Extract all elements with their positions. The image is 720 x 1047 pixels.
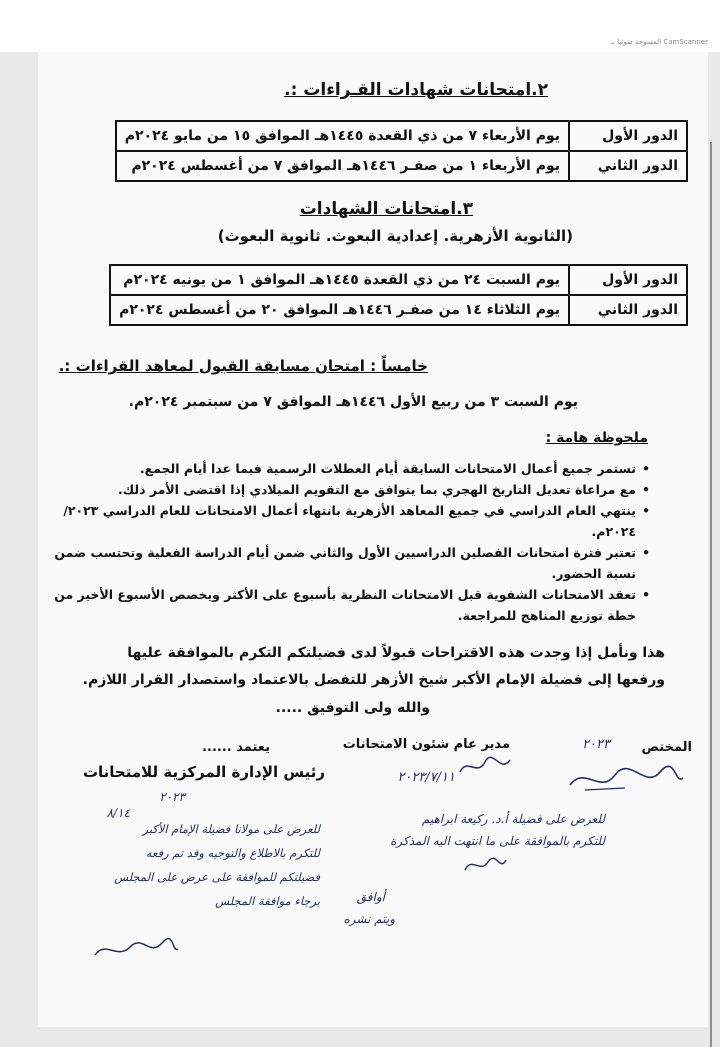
notes-list bbox=[40, 458, 650, 626]
round-date: يوم الأربعاء ٧ من ذي القعدة ١٤٤٥هـ الموافق ١٥ من مايو ٢٠٢٤م bbox=[116, 121, 569, 151]
handwritten-note-bottom-2: ويتم نشره bbox=[343, 912, 395, 926]
section2-title: ٢.امتحانات شهادات القـراءات :. bbox=[284, 80, 548, 100]
section3-table bbox=[109, 264, 688, 326]
list-item: • تعقد الامتحانات الشفوية قبل الامتحانات النظرية بأسبوع على الأكثر ويخصص الأسبوع الأخير من خطة توزيع المناهج للمراجعة. bbox=[40, 584, 650, 626]
table-row bbox=[116, 151, 687, 181]
handwritten-note-left-2: للتكرم بالاطلاع والتوجيه وقد تم رفعه bbox=[145, 846, 320, 860]
head-title: رئيس الإدارة المركزية للامتحانات bbox=[82, 763, 325, 781]
handwritten-head-date: ٢٠٢٣ bbox=[159, 790, 185, 804]
handwritten-note-bottom-1: أوافق bbox=[356, 890, 385, 904]
list-item: • ينتهي العام الدراسي في جميع المعاهد الأزهرية بانتهاء أعمال الامتحانات للعام الدراسي ٢٠٢٣/ ٢٠٢٤م. bbox=[40, 500, 650, 542]
list-item: • مع مراعاة تعديل التاريخ الهجري بما يتوافق مع التقويم الميلادي إذا اقتضى الأمر ذلك. bbox=[40, 479, 650, 500]
round-date: يوم الأربعاء ١ من صفـر ١٤٤٦هـ الموافق ٧ من أغسطس ٢٠٢٤م bbox=[116, 151, 569, 181]
round-label: الدور الأول bbox=[569, 121, 687, 151]
handwritten-note-middle-1: للعرض على فضيلة أ.د. ركيعة ابراهيم bbox=[421, 812, 605, 826]
bottom-signature-icon bbox=[90, 935, 180, 965]
margin-line bbox=[710, 142, 712, 1047]
director-signature-icon bbox=[455, 752, 515, 782]
specialist-title: المختص bbox=[641, 740, 692, 755]
round-date: يوم السبت ٢٤ من ذي القعدة ١٤٤٥هـ الموافق ١ من يونيه ٢٠٢٤م bbox=[110, 265, 569, 295]
section5-date: يوم السبت ٣ من ربيع الأول ١٤٤٦هـ الموافق ٧ من سبتمبر ٢٠٢٤م. bbox=[128, 394, 578, 410]
table-row bbox=[116, 121, 687, 151]
list-item: • تعتبر فترة امتحانات الفصلين الدراسيين الأول والثاني ضمن أيام الدراسة الفعلية وتحتسب ضمن نسبة الحضور. bbox=[40, 542, 650, 584]
closing-line-3: والله ولى التوفيق ..... bbox=[275, 700, 430, 716]
table-row bbox=[110, 265, 687, 295]
handwritten-specialist-date: ٢٠٢٣ bbox=[582, 737, 610, 752]
section5-title: خامساً : امتحان مسابقة القبول لمعاهد القراءات :. bbox=[58, 357, 428, 375]
section3-subtitle: (الثانوية الأزهرية. إعدادية البعوث. ثانوية البعوث) bbox=[217, 227, 573, 245]
handwritten-head-date-2: ٨/١٤ bbox=[106, 806, 130, 820]
closing-line-1: هذا ونأمل إذا وجدت هذه الاقتراحات قبولاً لدى فضيلتكم التكرم بالموافقة عليها bbox=[127, 645, 665, 661]
closing-line-2: ورفعها إلى فضيلة الإمام الأكبر شيخ الأزهر للتفضل بالاعتماد واستصدار القرار اللازم. bbox=[82, 672, 665, 688]
approved-label: يعتمد ...... bbox=[202, 740, 270, 755]
handwritten-note-left-4: برجاء موافقة المجلس bbox=[215, 894, 320, 908]
round-label: الدور الثاني bbox=[569, 295, 687, 325]
director-title: مدير عام شئون الامتحانات bbox=[342, 737, 510, 752]
middle-signature-icon bbox=[460, 852, 510, 878]
round-date: يوم الثلاثاء ١٤ من صفـر ١٤٤٦هـ الموافق ٢٠ من أغسطس ٢٠٢٤م bbox=[110, 295, 569, 325]
handwritten-note-middle-2: للتكرم بالموافقة على ما انتهت اليه المذكرة bbox=[390, 834, 605, 848]
list-item: • تستمر جميع أعمال الامتحانات السابقة أيام العطلات الرسمية فيما عدا أيام الجمع. bbox=[40, 458, 650, 479]
scanner-label: المسوحة ضوئيا بـ CamScanner bbox=[610, 38, 708, 46]
round-label: الدور الثاني bbox=[569, 151, 687, 181]
specialist-signature-icon bbox=[565, 760, 685, 800]
round-label: الدور الأول bbox=[569, 265, 687, 295]
section3-title: ٣.امتحانات الشهادات bbox=[299, 199, 473, 219]
notes-title: ملحوظة هامة : bbox=[545, 430, 648, 446]
table-row bbox=[110, 295, 687, 325]
section2-table bbox=[115, 120, 688, 182]
handwritten-note-left-1: للعرض على مولانا فضيلة الإمام الأكبر bbox=[142, 822, 320, 836]
handwritten-director-date: ٢٠٢٣/٧/١١ bbox=[397, 770, 455, 785]
handwritten-note-left-3: فضيلتكم للموافقة على عرض على المجلس bbox=[114, 870, 320, 884]
scanner-header bbox=[0, 0, 720, 52]
